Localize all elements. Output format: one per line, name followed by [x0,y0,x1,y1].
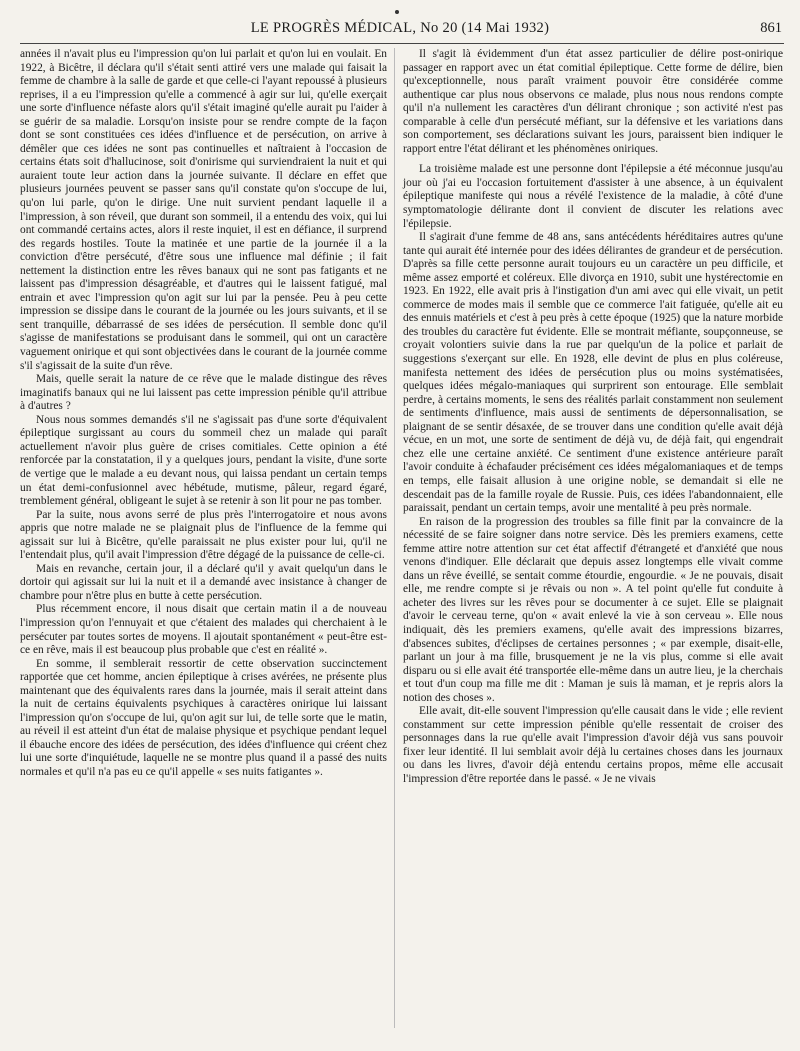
page-number: 861 [760,20,782,36]
journal-title: LE PROGRÈS MÉDICAL, No 20 (14 Mai 1932) [250,20,550,36]
paragraph: Il s'agirait d'une femme de 48 ans, sans antécédents héréditaires autres qu'une tante qui aurait été internée pour des idées délirantes de grandeur et de persécution. D'après sa fille cette personne aurait toujours eu un caractère un peu difficile, et même assez emporté et coléreux. Elle divorça en 1910, subit une hystérectomie en 1923. En 1922, elle avait pris à l'instigation d'un ami avec qui elle vivait, un petit commerce de modes mais il semble que ce commerce l'ait fatiguée, qu'elle ait eu des ennuis matériels et c'est à peu près à cette époque (1925) que la nature morbide des troubles du caractère fut évidente. Elle se montrait méfiante, soupçonneuse, se croyait volontiers suivie dans la rue par quelqu'un de la police et parlait de suggestions s'exerçant sur elle. En 1928, elle devint de plus en plus coléreuse, manifesta nettement des idées de persécution plus ou moins systématisées, quelques idées mégalo-maniaques qui surprirent son entourage. Elle semblait perdre, à certains moments, le sens des réalités parlait constamment non seulement de sentiments d'influence, mais aussi de sentiments de dépersonnalisation, se plaignant de se sentir désaxée, de se trouver dans une condition qu'elle avait déjà vécue, en un mot, une sorte de sentiment de déjà vu, de déjà fait, qui engendrait chez elle une certaine anxiété. Ce sentiment d'une existence antérieure paraît l'avoir conduite à échafauder précisément ces idées mégalomaniaques et de temps en temps, elle faisait allusion à une origine noble, se demandait si elle ne descendait pas de la famille royale de Russie. Puis, ces idées l'abandonnaient, elle paraissait, pendant un certain temps, avoir une mentalité à peu près normale. [403,231,783,515]
paragraph: La troisième malade est une personne dont l'épilepsie a été méconnue jusqu'au jour où j'ai eu l'occasion fortuitement d'assister à une absence, à un équivalent épileptique manifeste qui nous a révélé l'existence de la maladie, à côté d'une symptomatologie délirante dont il convient de discuter les relations avec l'épilepsie. [403,163,783,230]
paragraph: Elle avait, dit-elle souvent l'impression qu'elle causait dans le vide ; elle revient constamment sur cette impression pénible qu'elle ressentait de croiser des personnages dans la rue qu'elle avait l'impression d'avoir déjà vus sans pouvoir fixer leur identité. Il lui semblait avoir déjà lu certaines choses dans les journaux ou dans les livres, d'avoir déjà entendu certains propos, même elle accusait l'impression d'être reportée dans le passé. « Je ne vivais [403,705,783,785]
paragraph: années il n'avait plus eu l'impression qu'on lui parlait et qu'on lui en voulait. En 1922, à Bicêtre, il déclara qu'il s'était senti attiré vers une malade qui faisait la femme de chambre à la salle de garde et que celle-ci l'ayant repoussé à plusieurs reprises, il a eu l'impression qu'elle a commencé à agir sur lui, qu'elle exerçait une sorte d'influence néfaste alors qu'il s'était imaginé qu'elle aurait pu l'aider à se guérir de sa maladie. Lorsqu'on insiste pour se rendre compte de la façon dont se sont constituées ces idées d'influence et de persécution, on arrive à démêler que ces idées ne sont pas continuelles et naîtraient à l'occasion de certains états soit d'hallucinose, soit d'onirisme qui surviendraient la nuit et qui auraient toute leur action dans la journée suivante. Il déclare en effet que plusieurs journées peuvent se passer sans qu'il constate qu'on s'occupe de lui, qu'on lui parle, qu'on le dirige. Une nuit survient pendant laquelle il a l'impression, à son réveil, que durant son sommeil, il a entendu des voix, qui lui ont commandé certains actes, alors il reste inquiet, il est en défiance, il surprend des regards hostiles. Toute la matinée et une partie de la journée il a la conviction d'être persécuté, d'être sous une influence mal définie ; il fait nettement la distinction entre les rêves banaux qui ne sont pas fatigants et ne laissent pas d'impression désagréable, et d'autres qui le laissent fatigué, mal entrain et avec l'impression qu'on agit sur lui par la pensée. Peu à peu cette impression se dissipe dans le courant de la journée ou les jours suivants, et il se sent tranquille, débarrassé de ses idées de persécution. Il semble donc qu'il s'agisse de manifestations se produisant dans le sommeil, qui ont un caractère vaguement onirique et qui sont objectivées dans le courant de la journée comme s'il s'agissait de la suite d'un rêve. [20,48,387,372]
paragraph: Par la suite, nous avons serré de plus près l'interrogatoire et nous avons appris que notre malade ne se plaignait plus de l'influence de la femme qui agissait sur lui à Bicêtre, qu'elle paraissait ne plus exister pour lui, qu'il ne l'entendait plus, qu'il avait l'impression d'être dégagé de la puissance de celle-ci. [20,508,387,562]
left-column [20,48,387,780]
paragraph: Plus récemment encore, il nous disait que certain matin il a de nouveau l'impression qu'on l'ennuyait et que c'étaient des malades qui cherchaient à le persécuter par toutes sortes de moyens. Il ajoutait spontanément « peut-être est-ce en rêve, mais il est beaucoup plus probable que c'est en réalité ». [20,603,387,657]
column-divider [394,48,395,1028]
paragraph: Nous nous sommes demandés s'il ne s'agissait pas d'une sorte d'équivalent épileptique surgissant au cours du sommeil chez un malade qui paraît actuellement n'avoir plus guère de crises comitiales. Cette opinion a été renforcée par la constatation, il y a quelques jours, pendant la visite, d'une sorte de vertige que le malade a eu devant nous, qui laissa pendant un certain temps un état demi-confusionnel avec hébétude, mutisme, pâleur, regard égaré, tremblement général, obligeant le sujet à se retenir à son lit pour ne pas tomber. [20,413,387,508]
top-mark [395,10,399,14]
paragraph: Mais en revanche, certain jour, il a déclaré qu'il y avait quelqu'un dans le dortoir qui agissait sur lui la nuit et il a demandé avec insistance à changer de chambre pour n'être plus en butte à cette persécution. [20,562,387,602]
paragraph: En somme, il semblerait ressortir de cette observation succinctement rapportée que cet homme, ancien épileptique à crises avérées, ne présente plus maintenant que des équivalents rares dans la journée, mais il serait atteint dans la nuit de certains équivalents psychiques à caractères onirique lui laissant l'impression qu'on s'occupe de lui, qu'on agit sur lui, de telle sorte que le matin, au réveil il est atteint d'un état de malaise physique et psychique pendant lequel il ébauche encore des idées de persécution, des idées d'influence qui créent chez lui une sorte d'inquiétude, laquelle ne se montre plus quand il a passé des nuits normales et qu'il n'a pas eu ce qu'il appelle « ses nuits fatigantes ». [20,657,387,778]
paragraph: Mais, quelle serait la nature de ce rêve que le malade distingue des rêves imaginatifs banaux qui ne lui laissent pas cette impression pénible qu'il attribue à d'autres ? [20,373,387,413]
right-column [403,48,783,787]
page-header [0,20,800,42]
paragraph: Il s'agit là évidemment d'un état assez particulier de délire post-onirique passager en rapport avec un état comitial épileptique. Cette forme de délire, bien qu'exceptionnelle, nous paraît vraiment pouvoir être considérée comme authentique car plus nous observons ce malade, plus nous nous rendons compte qu'il n'a nullement les caractères d'un délirant chronique ; son activité n'est pas comparable à celle d'un persécuté méfiant, sur la défensive et les variations dans son comportement, ses déclarations suivant les jours, paraissent bien indiquer le rapport entre l'état délirant et les phénomènes oniriques. [403,48,783,155]
header-rule [20,43,784,44]
paragraph: En raison de la progression des troubles sa fille finit par la convaincre de la nécessité de se faire soigner dans notre service. Dès les premiers examens, cette femme attire notre attention sur cet état affectif d'étrangeté et d'anxiété que nous venons d'indiquer. Elle déclarait que depuis assez longtemps elle vivait comme dans un rêve éveillé, se sentait comme étourdie, engourdie. « Je ne pouvais, disait elle, me rendre compte si je rêvais ou non ». A tel point qu'elle fut conduite à acheter des livres sur les rêves pour se documenter à ce sujet. Elle se plaignait d'avoir le cerveau terne, qu'on « avait enlevé la vie à son cerveau ». Elle nous indiquait, dès les premiers examens, qu'elle avait des impressions bizarres, d'absences subites, d'éclipses de certaines personnes ; « par exemple, disait-elle, parlant un jour à ma fille, brusquement je ne la vis plus, comme si elle avait disparu ou si elle avait été transportée elle-même dans un autre lieu, je la cherchais et tout d'un coup ma fille me dit : Maman je suis là maman, et je repris alors la notion des choses ». [403,515,783,704]
